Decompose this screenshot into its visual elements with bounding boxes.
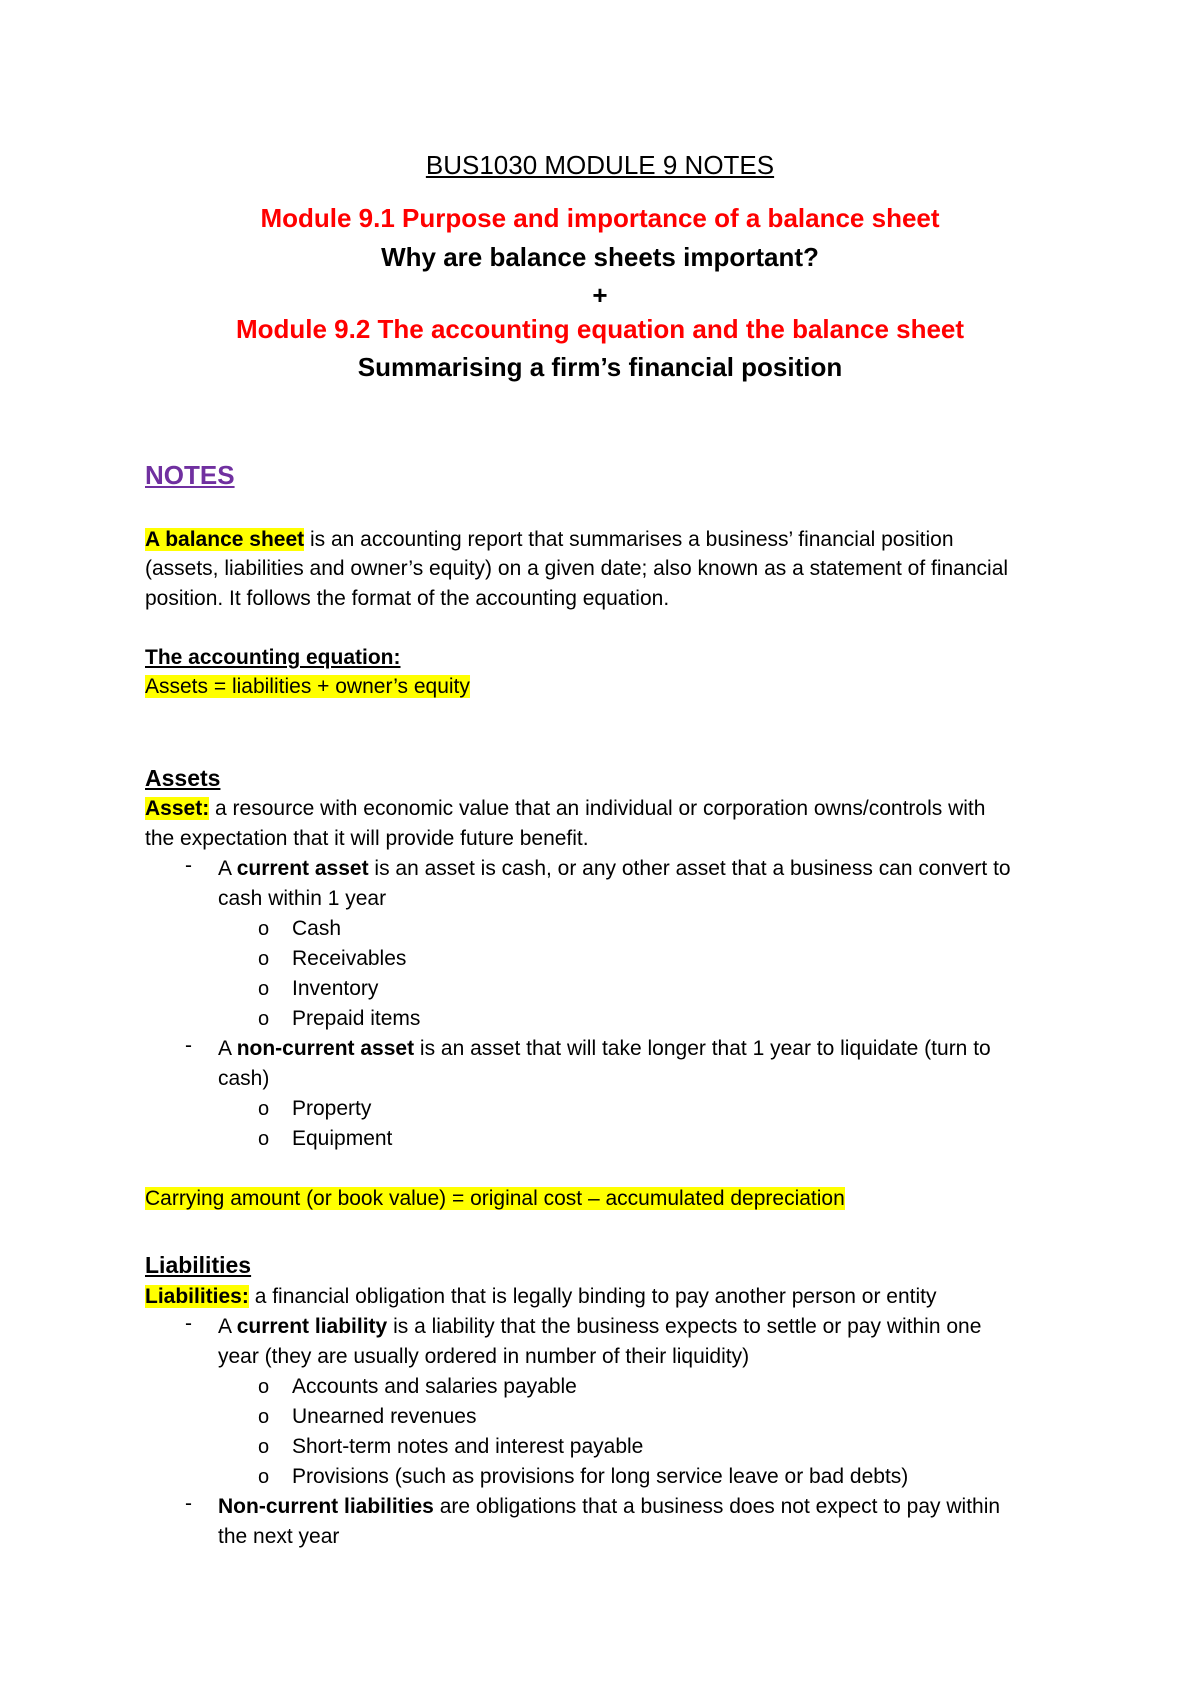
- circle-bullet-icon: o: [258, 1466, 270, 1488]
- module-9-1-heading: Module 9.1 Purpose and importance of a balance sheet: [260, 203, 940, 233]
- carrying-amount-formula: Carrying amount (or book value) = original cost – accumulated depreciation: [145, 1187, 845, 1210]
- dash-bullet: -: [185, 1312, 192, 1335]
- current-asset-line-1: A current asset is an asset is cash, or any other asset that a business can convert to: [218, 857, 1011, 880]
- list-item: Cash: [292, 917, 342, 940]
- current-liability-line-1: A current liability is a liability that the business expects to settle or pay within one: [218, 1315, 982, 1338]
- noncurrent-asset-line-1: A non-current asset is an asset that will take longer that 1 year to liquidate (turn to: [218, 1037, 991, 1060]
- noncurrent-liability-line-1: Non-current liabilities are obligations that a business does not expect to pay within: [218, 1495, 1001, 1518]
- circle-bullet-icon: o: [258, 1098, 270, 1120]
- noncurrent-liability-line-2: the next year: [218, 1525, 340, 1548]
- circle-bullet-icon: o: [258, 1406, 270, 1428]
- equation-formula: Assets = liabilities + owner’s equity: [145, 675, 470, 698]
- circle-bullet-icon: o: [258, 918, 270, 940]
- noncurrent-asset-line-2: cash): [218, 1067, 270, 1090]
- circle-bullet-icon: o: [258, 978, 270, 1000]
- liability-definition-line-1: Liabilities: a financial obligation that is legally binding to pay another person or entity: [145, 1285, 937, 1308]
- intro-line-2: (assets, liabilities and owner’s equity) on a given date; also known as a statement of financial: [145, 557, 1009, 580]
- module-9-2-heading: Module 9.2 The accounting equation and the balance sheet: [235, 314, 965, 344]
- circle-bullet-icon: o: [258, 1376, 270, 1398]
- liabilities-heading: Liabilities: [145, 1252, 252, 1278]
- list-item: Equipment: [292, 1127, 393, 1150]
- circle-bullet-icon: o: [258, 1436, 270, 1458]
- equation-label: The accounting equation:: [145, 646, 401, 669]
- balance-sheet-term: A balance sheet: [145, 528, 305, 551]
- list-item: Provisions (such as provisions for long service leave or bad debts): [292, 1465, 909, 1488]
- circle-bullet-icon: o: [258, 948, 270, 970]
- current-liability-line-2: year (they are usually ordered in number of their liquidity): [218, 1345, 750, 1368]
- asset-definition-line-1: Asset: a resource with economic value that an individual or corporation owns/controls with: [145, 797, 986, 820]
- intro-line-3: position. It follows the format of the accounting equation.: [145, 587, 670, 610]
- list-item: Inventory: [292, 977, 379, 1000]
- assets-heading: Assets: [145, 765, 221, 791]
- list-item: Unearned revenues: [292, 1405, 477, 1428]
- list-item: Property: [292, 1097, 372, 1120]
- plus-sign: +: [592, 280, 608, 310]
- module-9-2-subtitle: Summarising a firm’s financial position: [357, 352, 843, 382]
- circle-bullet-icon: o: [258, 1128, 270, 1150]
- asset-definition-line-2: the expectation that it will provide future benefit.: [145, 827, 589, 850]
- intro-line-1: A balance sheet is an accounting report that summarises a business’ financial position: [145, 528, 954, 551]
- notes-heading: NOTES: [145, 460, 235, 490]
- list-item: Receivables: [292, 947, 407, 970]
- document-title: BUS1030 MODULE 9 NOTES: [425, 150, 775, 180]
- dash-bullet: -: [185, 1492, 192, 1515]
- module-9-1-question: Why are balance sheets important?: [381, 242, 819, 272]
- list-item: Accounts and salaries payable: [292, 1375, 577, 1398]
- dash-bullet: -: [185, 854, 192, 877]
- list-item: Short-term notes and interest payable: [292, 1435, 644, 1458]
- list-item: Prepaid items: [292, 1007, 421, 1030]
- current-asset-line-2: cash within 1 year: [218, 887, 387, 910]
- circle-bullet-icon: o: [258, 1008, 270, 1030]
- dash-bullet: -: [185, 1034, 192, 1057]
